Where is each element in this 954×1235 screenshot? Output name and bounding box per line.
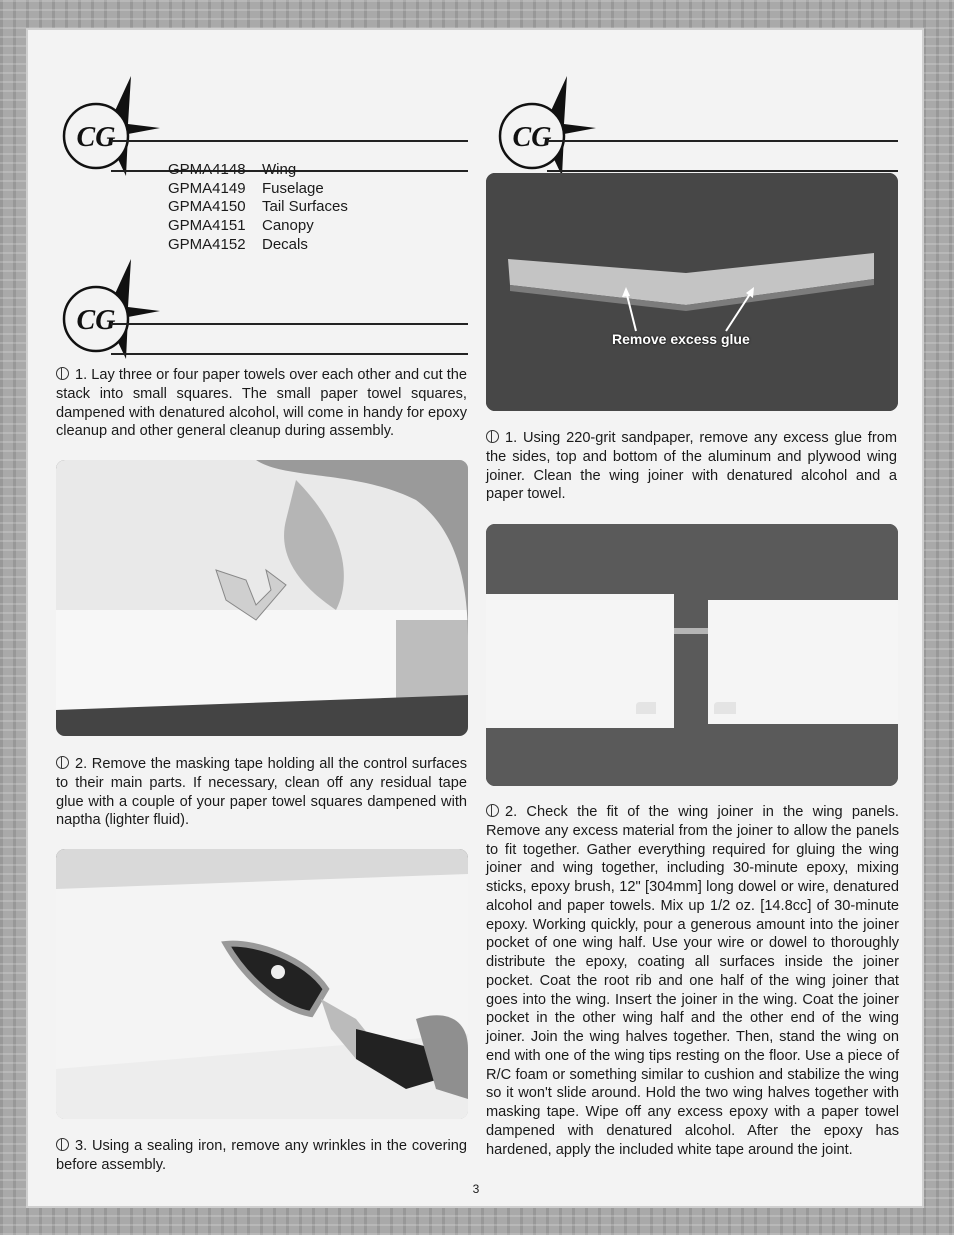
- section-header: [56, 293, 468, 363]
- wing-panels-photo: [486, 524, 898, 786]
- svg-text:CG: CG: [512, 122, 552, 153]
- checkbox-icon[interactable]: [56, 367, 69, 380]
- wing-joiner-photo: [486, 173, 898, 411]
- step-1-text: 1. Using 220-grit sandpaper, remove any excess glue from the sides, top and bottom of the aluminum and plywood wing joiner. Clean the wing joiner with denatured alcohol and a paper towel.: [486, 430, 897, 503]
- checkbox-icon[interactable]: [486, 430, 499, 443]
- checkbox-icon[interactable]: [56, 756, 69, 769]
- step-2-text: 2. Remove the masking tape holding all the control surfaces to their main parts. If necessary, clean off any residual tape glue with a couple of your paper towel squares dampened with naptha (lighter fluid).: [56, 756, 467, 829]
- section-header: [492, 110, 898, 180]
- tape-removal-photo: [56, 460, 468, 736]
- manual-page: [26, 28, 924, 1208]
- checkbox-icon[interactable]: [486, 804, 499, 817]
- checkbox-icon[interactable]: [56, 1138, 69, 1151]
- list-item: GPMA4149 Fuselage: [168, 179, 324, 197]
- photo-caption: Remove excess glue: [612, 331, 750, 347]
- page-number: 3: [472, 1182, 480, 1196]
- svg-text:CG: CG: [76, 305, 116, 336]
- list-item: GPMA4150 Tail Surfaces: [168, 198, 348, 216]
- step-3-text: 3. Using a sealing iron, remove any wrinkles in the covering before assembly.: [56, 1138, 467, 1173]
- parts-list: [168, 161, 348, 255]
- sealing-iron-photo: [56, 849, 468, 1119]
- list-item: GPMA4152 Decals: [168, 235, 308, 253]
- svg-text:CG: CG: [76, 122, 116, 153]
- step-2-text: 2. Check the fit of the wing joiner in the wing panels. Remove any excess material from the joiner to allow the panels to fit together. Gather everything required for gluing the wing joiner and wing together, including 30-minute epoxy, mixing sticks, epoxy brush, 12" [304mm] long dowel or wire, denatured alcohol and paper towels. Mix up 1/2 oz. [14.8cc] of 30-minute epoxy. Working quickly, pour a generous amount into the joiner pocket of one wing half. Use your wire or dowel to thoroughly distribute the epoxy, coating all surfaces inside the joiner pocket. Coat the root rib and one half of the wing joiner that goes into the wing. Insert the joiner in the wing. Coat the joiner pocket in the other wing half and the other end of the wing joiner. Join the wing halves together. Then, stand the wing on end with one of the wing tips resting on the floor. Use a piece of R/C foam or something similar to cushion and stabilize the wing so it won't slide around. Hold the two wing halves together with masking tape. Wipe off any excess epoxy with a paper towel dampened with denatured alcohol. After the epoxy has hardened, apply the included white tape around the joint.: [486, 804, 899, 1158]
- list-item: GPMA4151 Canopy: [168, 217, 314, 235]
- list-item: GPMA4148 Wing: [168, 161, 297, 178]
- step-1-text: 1. Lay three or four paper towels over each other and cut the stack into small squares. The small paper towel squares, dampened with denatured alcohol, will come in handy for epoxy cleanup and other general cleanup during assembly.: [56, 367, 467, 440]
